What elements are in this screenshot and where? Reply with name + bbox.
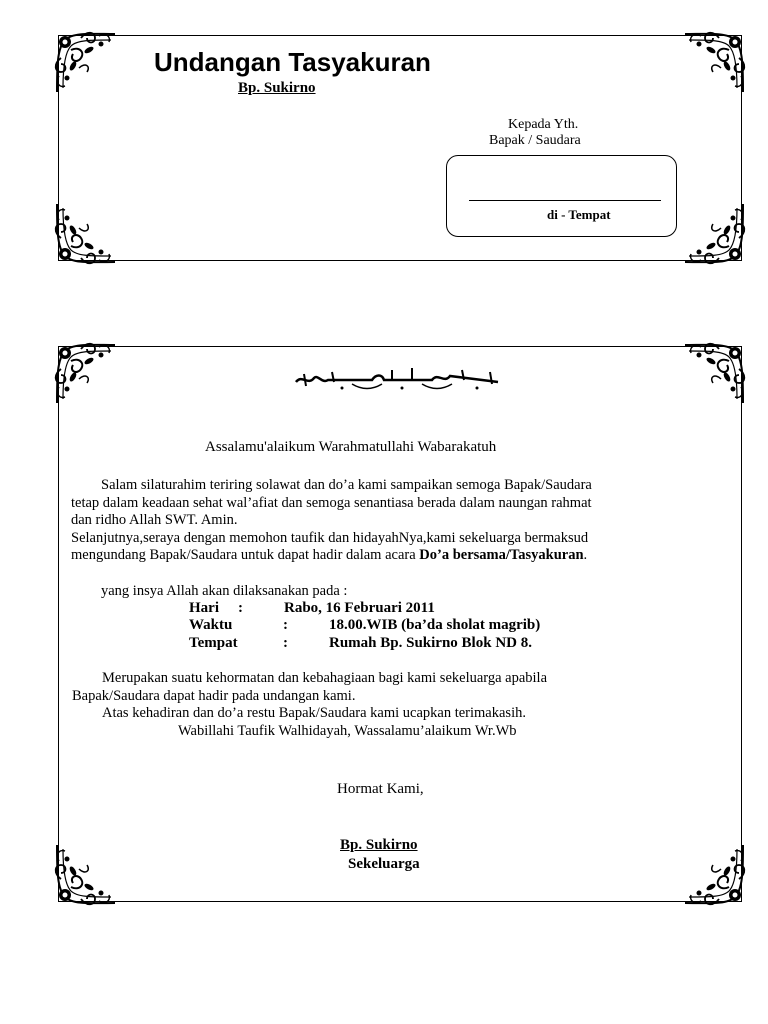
paragraph-line: Atas kehadiran dan do’a restu Bapak/Saudara kami ucapkan terimakasih. <box>102 705 526 721</box>
paragraph-line: Salam silaturahim teriring solawat dan do’a kami sampaikan semoga Bapak/Saudara <box>101 477 592 493</box>
schedule-colon: : <box>283 617 288 633</box>
corner-ornament-icon <box>51 202 117 268</box>
event-name: Do’a bersama/Tasyakuran <box>419 547 584 563</box>
schedule-intro: yang insya Allah akan dilaksanakan pada : <box>101 583 348 599</box>
paragraph-text: mengundang Bapak/Saudara untuk dapat hadir dalam acara <box>71 547 420 563</box>
closing-paragraph <box>72 670 547 723</box>
address-blank-line <box>469 200 661 201</box>
corner-ornament-icon <box>51 339 117 405</box>
schedule-value: 18.00.WIB (ba’da sholat magrib) <box>329 617 541 633</box>
paragraph-line: dan ridho Allah SWT. Amin. <box>71 512 238 528</box>
schedule-label: Waktu <box>189 617 233 633</box>
schedule-label: Hari <box>189 600 219 616</box>
paragraph-line: Selanjutnya,seraya dengan memohon taufik dan hidayahNya,kami sekeluarga bermaksud <box>71 529 589 546</box>
host-name: Bp. Sukirno <box>238 80 316 96</box>
schedule-value: Rabo, 16 Februari 2011 <box>284 600 435 616</box>
corner-ornament-icon <box>51 28 117 94</box>
greeting: Assalamu'alaikum Warahmatullahi Wabarakatuh <box>205 439 497 455</box>
corner-ornament-icon <box>683 28 749 94</box>
paragraph-line: Bapak/Saudara dapat hadir pada undangan kami. <box>72 687 356 704</box>
schedule-colon: : <box>238 600 243 616</box>
corner-ornament-icon <box>51 843 117 909</box>
paragraph-text: . <box>583 547 588 563</box>
address-box <box>446 155 677 237</box>
corner-ornament-icon <box>683 339 749 405</box>
sign-off: Hormat Kami, <box>337 781 424 797</box>
schedule-label: Tempat <box>189 635 238 651</box>
corner-ornament-icon <box>683 843 749 909</box>
invitation-title: Undangan Tasyakuran <box>154 47 431 77</box>
signatory-family: Sekeluarga <box>348 856 420 872</box>
recipient-line: Bapak / Saudara <box>489 133 581 148</box>
recipient-label: Kepada Yth. <box>508 117 579 132</box>
opening-paragraph <box>71 477 592 565</box>
closing-salutation: Wabillahi Taufik Walhidayah, Wassalamu’alaikum Wr.Wb <box>178 723 517 739</box>
corner-ornament-icon <box>683 202 749 268</box>
paragraph-line: tetap dalam keadaan sehat wal’afiat dan semoga senantiasa berada dalam naungan rahmat <box>71 494 592 511</box>
address-place: di - Tempat <box>547 207 611 222</box>
schedule-value: Rumah Bp. Sukirno Blok ND 8. <box>329 635 532 651</box>
schedule-colon: : <box>283 635 288 651</box>
signatory-name: Bp. Sukirno <box>340 837 418 853</box>
paragraph-line: Merupakan suatu kehormatan dan kebahagiaan bagi kami sekeluarga apabila <box>102 670 548 686</box>
paragraph-line <box>71 547 592 565</box>
basmala-calligraphy-icon <box>292 364 506 394</box>
